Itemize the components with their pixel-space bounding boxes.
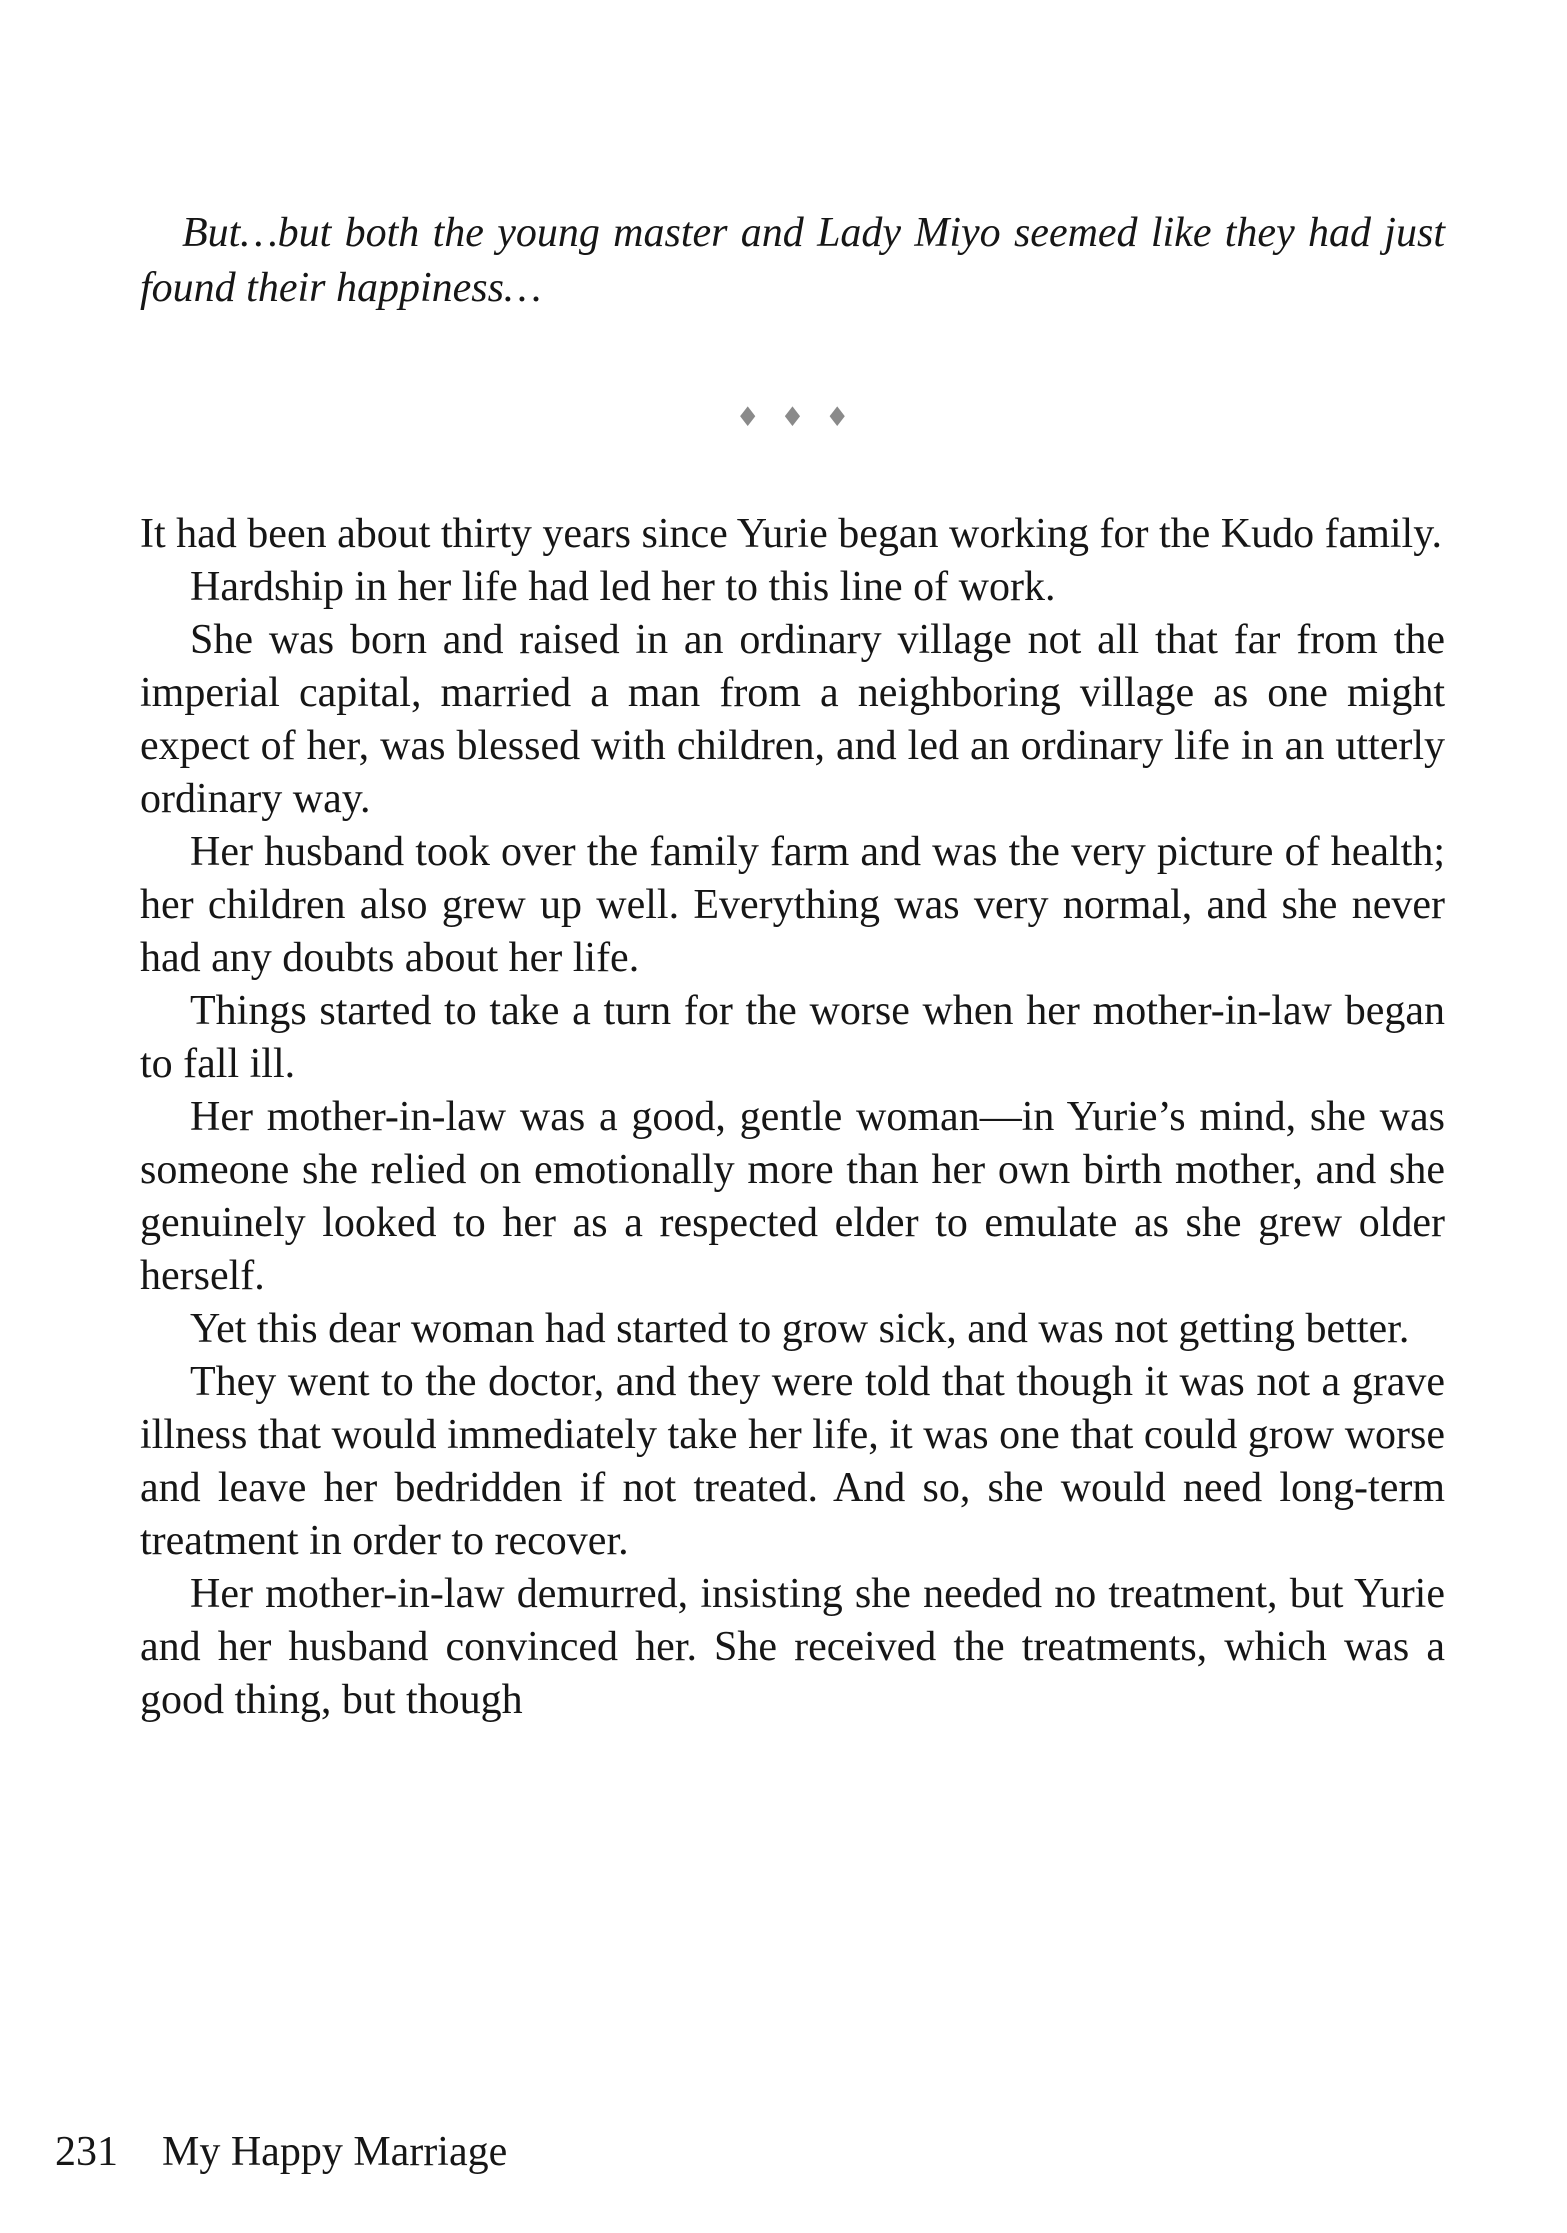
italic-intro-paragraph: But…but both the young master and Lady Miyo seemed like they had just found their happiness… xyxy=(140,210,1445,311)
body-paragraph: It had been about thirty years since Yurie began working for the Kudo family. xyxy=(140,511,1442,557)
body-paragraph: Her husband took over the family farm and was the very picture of health; her children also grew up well. Everything was very normal, and she never had any doubts about her life. xyxy=(140,829,1445,981)
page-footer xyxy=(55,2129,507,2175)
body-paragraph: Her mother-in-law was a good, gentle woman—in Yurie’s mind, she was someone she relied on emotionally more than her own birth mother, and she genuinely looked to her as a respected elder to emulate as she grew older herself. xyxy=(140,1094,1445,1299)
body-paragraph: They went to the doctor, and they were told that though it was not a grave illness that would immediately take her life, it was one that could grow worse and leave her bedridden if not treated. And so, she would need long-term treatment in order to recover. xyxy=(140,1359,1445,1564)
book-title: My Happy Marriage xyxy=(162,2129,508,2175)
scene-break-diamonds-icon: ♦ ♦ ♦ xyxy=(735,402,850,433)
body-paragraph: Her mother-in-law demurred, insisting she needed no treatment, but Yurie and her husband convinced her. She received the treatments, which was a good thing, but though xyxy=(140,1571,1445,1723)
page-number: 231 xyxy=(55,2129,118,2175)
body-paragraph: Hardship in her life had led her to this line of work. xyxy=(190,564,1056,610)
body-paragraph: Things started to take a turn for the worse when her mother-in-law began to fall ill. xyxy=(140,988,1445,1087)
body-text xyxy=(140,508,1445,1727)
body-paragraph: She was born and raised in an ordinary village not all that far from the imperial capital, married a man from a neighboring village as one might expect of her, was blessed with children, and led an ordinary life in an utterly ordinary way. xyxy=(140,617,1445,822)
body-paragraph: Yet this dear woman had started to grow sick, and was not getting better. xyxy=(190,1306,1410,1352)
